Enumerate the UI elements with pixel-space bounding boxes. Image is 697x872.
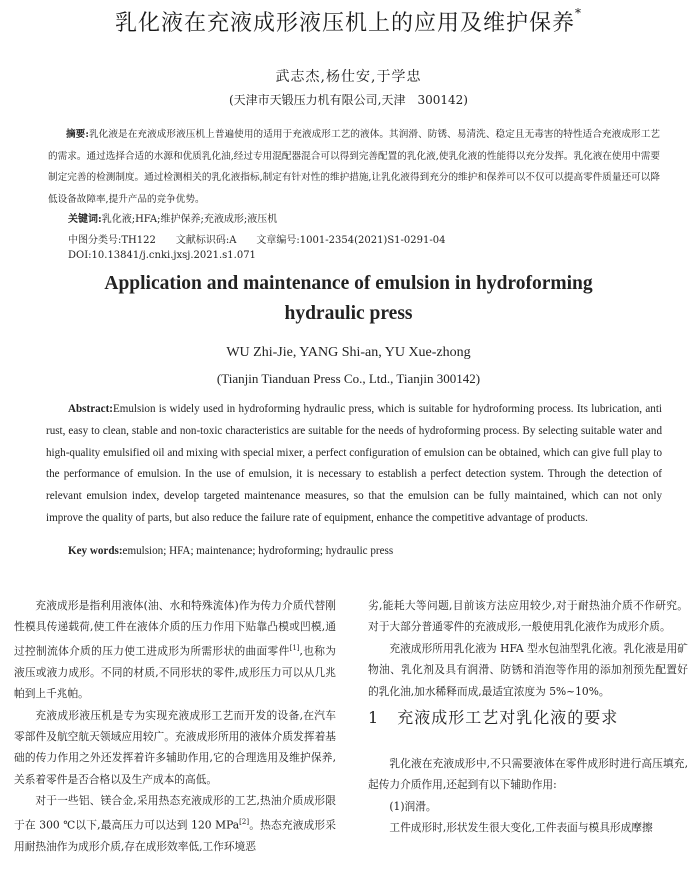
affiliation-cn: (天津市天锻压力机有限公司,天津 300142) (229, 93, 468, 107)
body-text: 对于一些铝、镁合金,采用热态充液成形的工艺,热油介质成形限于在 300 ℃以下,最高压力可以达到 120 MPa (14, 794, 336, 832)
body-right-column (368, 595, 688, 702)
body-paragraph (14, 790, 336, 857)
body-text: 充液成形是指利用液体(油、水和特殊流体)作为传力介质代替刚性模具传递载荷,使工件在液体介质的压力作用下贴靠凸模或凹模,通过控制流体介质的压力使工进成形为所需形状的曲面零件 (14, 599, 336, 658)
citation-ref: [1] (289, 643, 300, 652)
affiliation-en: (Tianjin Tianduan Press Co., Ltd., Tianjin 300142) (216, 371, 481, 386)
section-number: 1 (368, 708, 380, 727)
citation-ref: [2] (239, 817, 250, 826)
authors-en: WU Zhi-Jie, YANG Shi-an, YU Xue-zhong (226, 345, 471, 360)
abstract-en (46, 399, 662, 530)
doi-line: DOI:10.13841/j.cnki.jxsj.2021.s1.071 (68, 250, 256, 261)
body-text: 。热态充液成形采用耐热油作为成形介质,存在成形效率低,工作环境恶 (14, 818, 336, 853)
body-paragraph (14, 595, 336, 705)
abstract-cn (48, 124, 660, 210)
body-paragraph: 充液成形所用乳化液为 HFA 型水包油型乳化液。乳化液是用矿物油、乳化剂及具有润滑、防锈和消泡等作用的添加剂预先配置好的乳化油,加水稀释而成,最适宜浓度为 5%~10%。 (368, 641, 688, 698)
body-paragraph: 劣,能耗大等问题,目前该方法应用较少,对于耐热油介质不作研究。对于大部分普通零件的充液成形,一般使用乳化液作为成形介质。 (368, 599, 688, 634)
paper-title-en-line1: Application and maintenance of emulsion in hydroforming (104, 273, 593, 294)
keywords-cn (68, 210, 277, 225)
paper-title-en-line2: hydraulic press (284, 303, 413, 324)
keywords-cn-label: 关键词: (68, 214, 102, 225)
title-footnote-mark: * (575, 6, 582, 20)
abstract-en-label: Abstract: (68, 403, 113, 415)
section-title: 充液成形工艺对乳化液的要求 (397, 708, 619, 727)
keywords-en-text: emulsion; HFA; maintenance; hydroforming; hydraulic press (122, 545, 394, 557)
abstract-cn-label: 摘要: (66, 129, 89, 140)
body-paragraph: (1)润滑。 (389, 799, 437, 813)
keywords-en-label: Key words: (68, 545, 123, 557)
body-paragraph: 工件成形时,形状发生很大变化,工件表面与模具形成摩擦 (389, 821, 653, 835)
section-heading (368, 705, 618, 728)
keywords-cn-text: 乳化液;HFA;维护保养;充液成形;液压机 (101, 214, 278, 225)
body-paragraph: 乳化液在充液成形中,不只需要液体在零件成形时进行高压填充,起传力介质作用,还起到有以下辅助作用: (368, 757, 688, 792)
body-right-column-continued (368, 753, 688, 839)
body-paragraph: 充液成形液压机是专为实现充液成形工艺而开发的设备,在汽车零部件及航空航天领域应用较广。充液成形所用的液体介质发挥着基础的传力作用之外还发挥着许多辅助作用,它的合理选用及维护保养,关系着零件是否合格以及生产成本的高低。 (14, 708, 336, 786)
keywords-en (68, 545, 393, 557)
abstract-en-text: Emulsion is widely used in hydroforming hydraulic press, which is suitable for hydroforming process. Its lubrication, anti rust, easy to clean, stable and non-toxic characteristics are suitable for the needs of hydroforming process. By selecting suitable water and high-quality emulsified oil and mixing with special mixer, a perfect configuration of emulsion can be obtained, which can give full play to the performance of emulsion. In the use of emulsion, it is necessary to establish a perfect detection system. Through the detection of relevant emulsion index, develop targeted maintenance measures, so that the emulsion can be fully maintained, which can not only improve the quality of parts, but also reduce the failure rate of equipment, enhance the competitive advantage of products. (46, 403, 662, 524)
authors-cn: 武志杰,杨仕安,于学忠 (275, 69, 422, 85)
paper-title-cn (0, 6, 697, 37)
paper-title-en (0, 269, 697, 329)
paper-title-cn-text: 乳化液在充液成形液压机上的应用及维护保养 (114, 11, 575, 36)
body-text: ,也称为液压或液力成形。不同的材质,不同形状的零件,成形压力可以从几兆帕到上千兆帕。 (14, 644, 336, 701)
body-left-column (14, 595, 336, 857)
classification-line: 中图分类号:TH122 文献标识码:A 文章编号:1001-2354(2021)S1-0291-04 (68, 235, 446, 246)
abstract-cn-text: 乳化液是在充液成形液压机上普遍使用的适用于充液成形工艺的液体。其润滑、防锈、易清洗、稳定且无毒害的特性适合充液成形工艺的需求。通过选择合适的水源和优质乳化油,经过专用混配器混合可以得到完善配置的乳化液,使乳化液的性能得以充分发挥。乳化液在使用中需要制定完善的检测制度。通过检测相关的乳化液指标,制定有针对性的维护措施,让乳化液得到充分的维护和保养可以不仅可以提高零件质量还可以降低设备故障率,提升产品的竞争优势。 (48, 129, 660, 205)
